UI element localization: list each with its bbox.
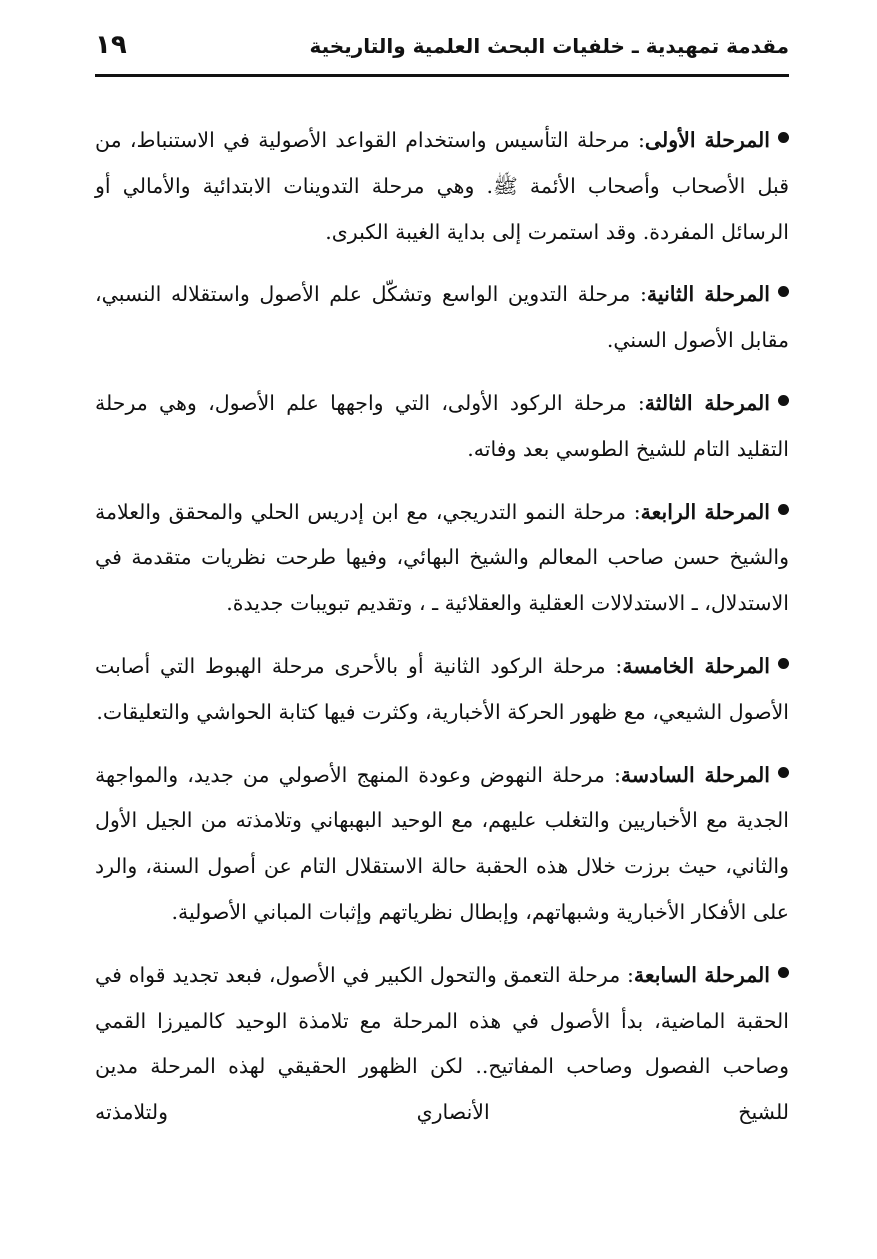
paragraph-stage-7 [95, 953, 789, 1136]
paragraph-title: المرحلة السادسة [620, 762, 770, 787]
bullet-icon [778, 286, 789, 297]
bullet-icon [778, 767, 789, 778]
paragraph-title: المرحلة الثانية [646, 282, 770, 307]
paragraph-stage-5 [95, 644, 789, 736]
paragraph-stage-2 [95, 272, 789, 364]
bullet-icon [778, 967, 789, 978]
paragraph-title: المرحلة الخامسة [622, 653, 770, 678]
page-number: ١٩ [95, 30, 127, 60]
bullet-icon [778, 658, 789, 669]
paragraph-title: المرحلة الرابعة [640, 499, 770, 524]
bullet-icon [778, 132, 789, 143]
bullet-icon [778, 395, 789, 406]
page-body [95, 118, 789, 1136]
paragraph-stage-3 [95, 381, 789, 473]
paragraph-text: : مرحلة التعمق والتحول الكبير في الأصول، فبعد تجديد قواه في الحقبة الماضية، بدأ الأصول في هذه المرحلة مع تلامذة الوحيد كالميرزا القمي وصاحب الفصول وصاحب المفاتيح.. لكن الظهور الحقيقي لهذه المرحلة مدين للشيخ الأنصاري ولتلامذته [95, 962, 789, 1125]
paragraph-title: المرحلة الأولى [644, 128, 770, 152]
paragraph-text: : مرحلة التدوين الواسع وتشكّل علم الأصول واستقلاله النسبي، مقابل الأصول السني. [95, 282, 789, 353]
paragraph-text: : مرحلة الركود الأولى، التي واجهها علم الأصول، وهي مرحلة التقليد التام للشيخ الطوسي بعد وفاته. [95, 390, 789, 461]
paragraph-text: : مرحلة التأسيس واستخدام القواعد الأصولية في الاستنباط، من قبل الأصحاب وأصحاب الأئمة ﷺ. وهي مرحلة التدوينات الابتدائية والأمالي أو الرسائل المفردة. وقد استمرت إلى بداية الغيبة الكبرى. [95, 128, 789, 244]
paragraph-text: : مرحلة النهوض وعودة المنهج الأصولي من جديد، والمواجهة الجدية مع الأخباريين والتغلب عليهم، مع الوحيد البهبهاني وتلامذته من الجيل الأول والثاني، حيث برزت خلال هذه الحقبة حالة الاستقلال التام عن أصول السنة، والرد على الأفكار الأخبارية وشبهاتهم، وإبطال نظرياتهم وإثبات المباني الأصولية. [95, 762, 789, 924]
running-head: مقدمة تمهيدية ـ خلفيات البحث العلمية والتاريخية [309, 34, 789, 58]
page-header [95, 30, 789, 77]
bullet-icon [778, 504, 789, 515]
paragraph-text: : مرحلة النمو التدريجي، مع ابن إدريس الحلي والمحقق والعلامة والشيخ حسن صاحب المعالم والشيخ البهائي، وفيها طرحت نظريات متقدمة في الاستدلال، ـ الاستدلالات العقلية والعقلائية ـ ، وتقديم تبويبات جديدة. [95, 499, 789, 616]
paragraph-text: : مرحلة الركود الثانية أو بالأحرى مرحلة الهبوط التي أصابت الأصول الشيعي، مع ظهور الحركة الأخبارية، وكثرت فيها كتابة الحواشي والتعليقات. [95, 653, 789, 724]
paragraph-stage-4 [95, 490, 789, 627]
paragraph-stage-6 [95, 753, 789, 936]
paragraph-stage-1 [95, 118, 789, 255]
paragraph-title: المرحلة السابعة [633, 962, 770, 987]
paragraph-title: المرحلة الثالثة [644, 390, 770, 415]
